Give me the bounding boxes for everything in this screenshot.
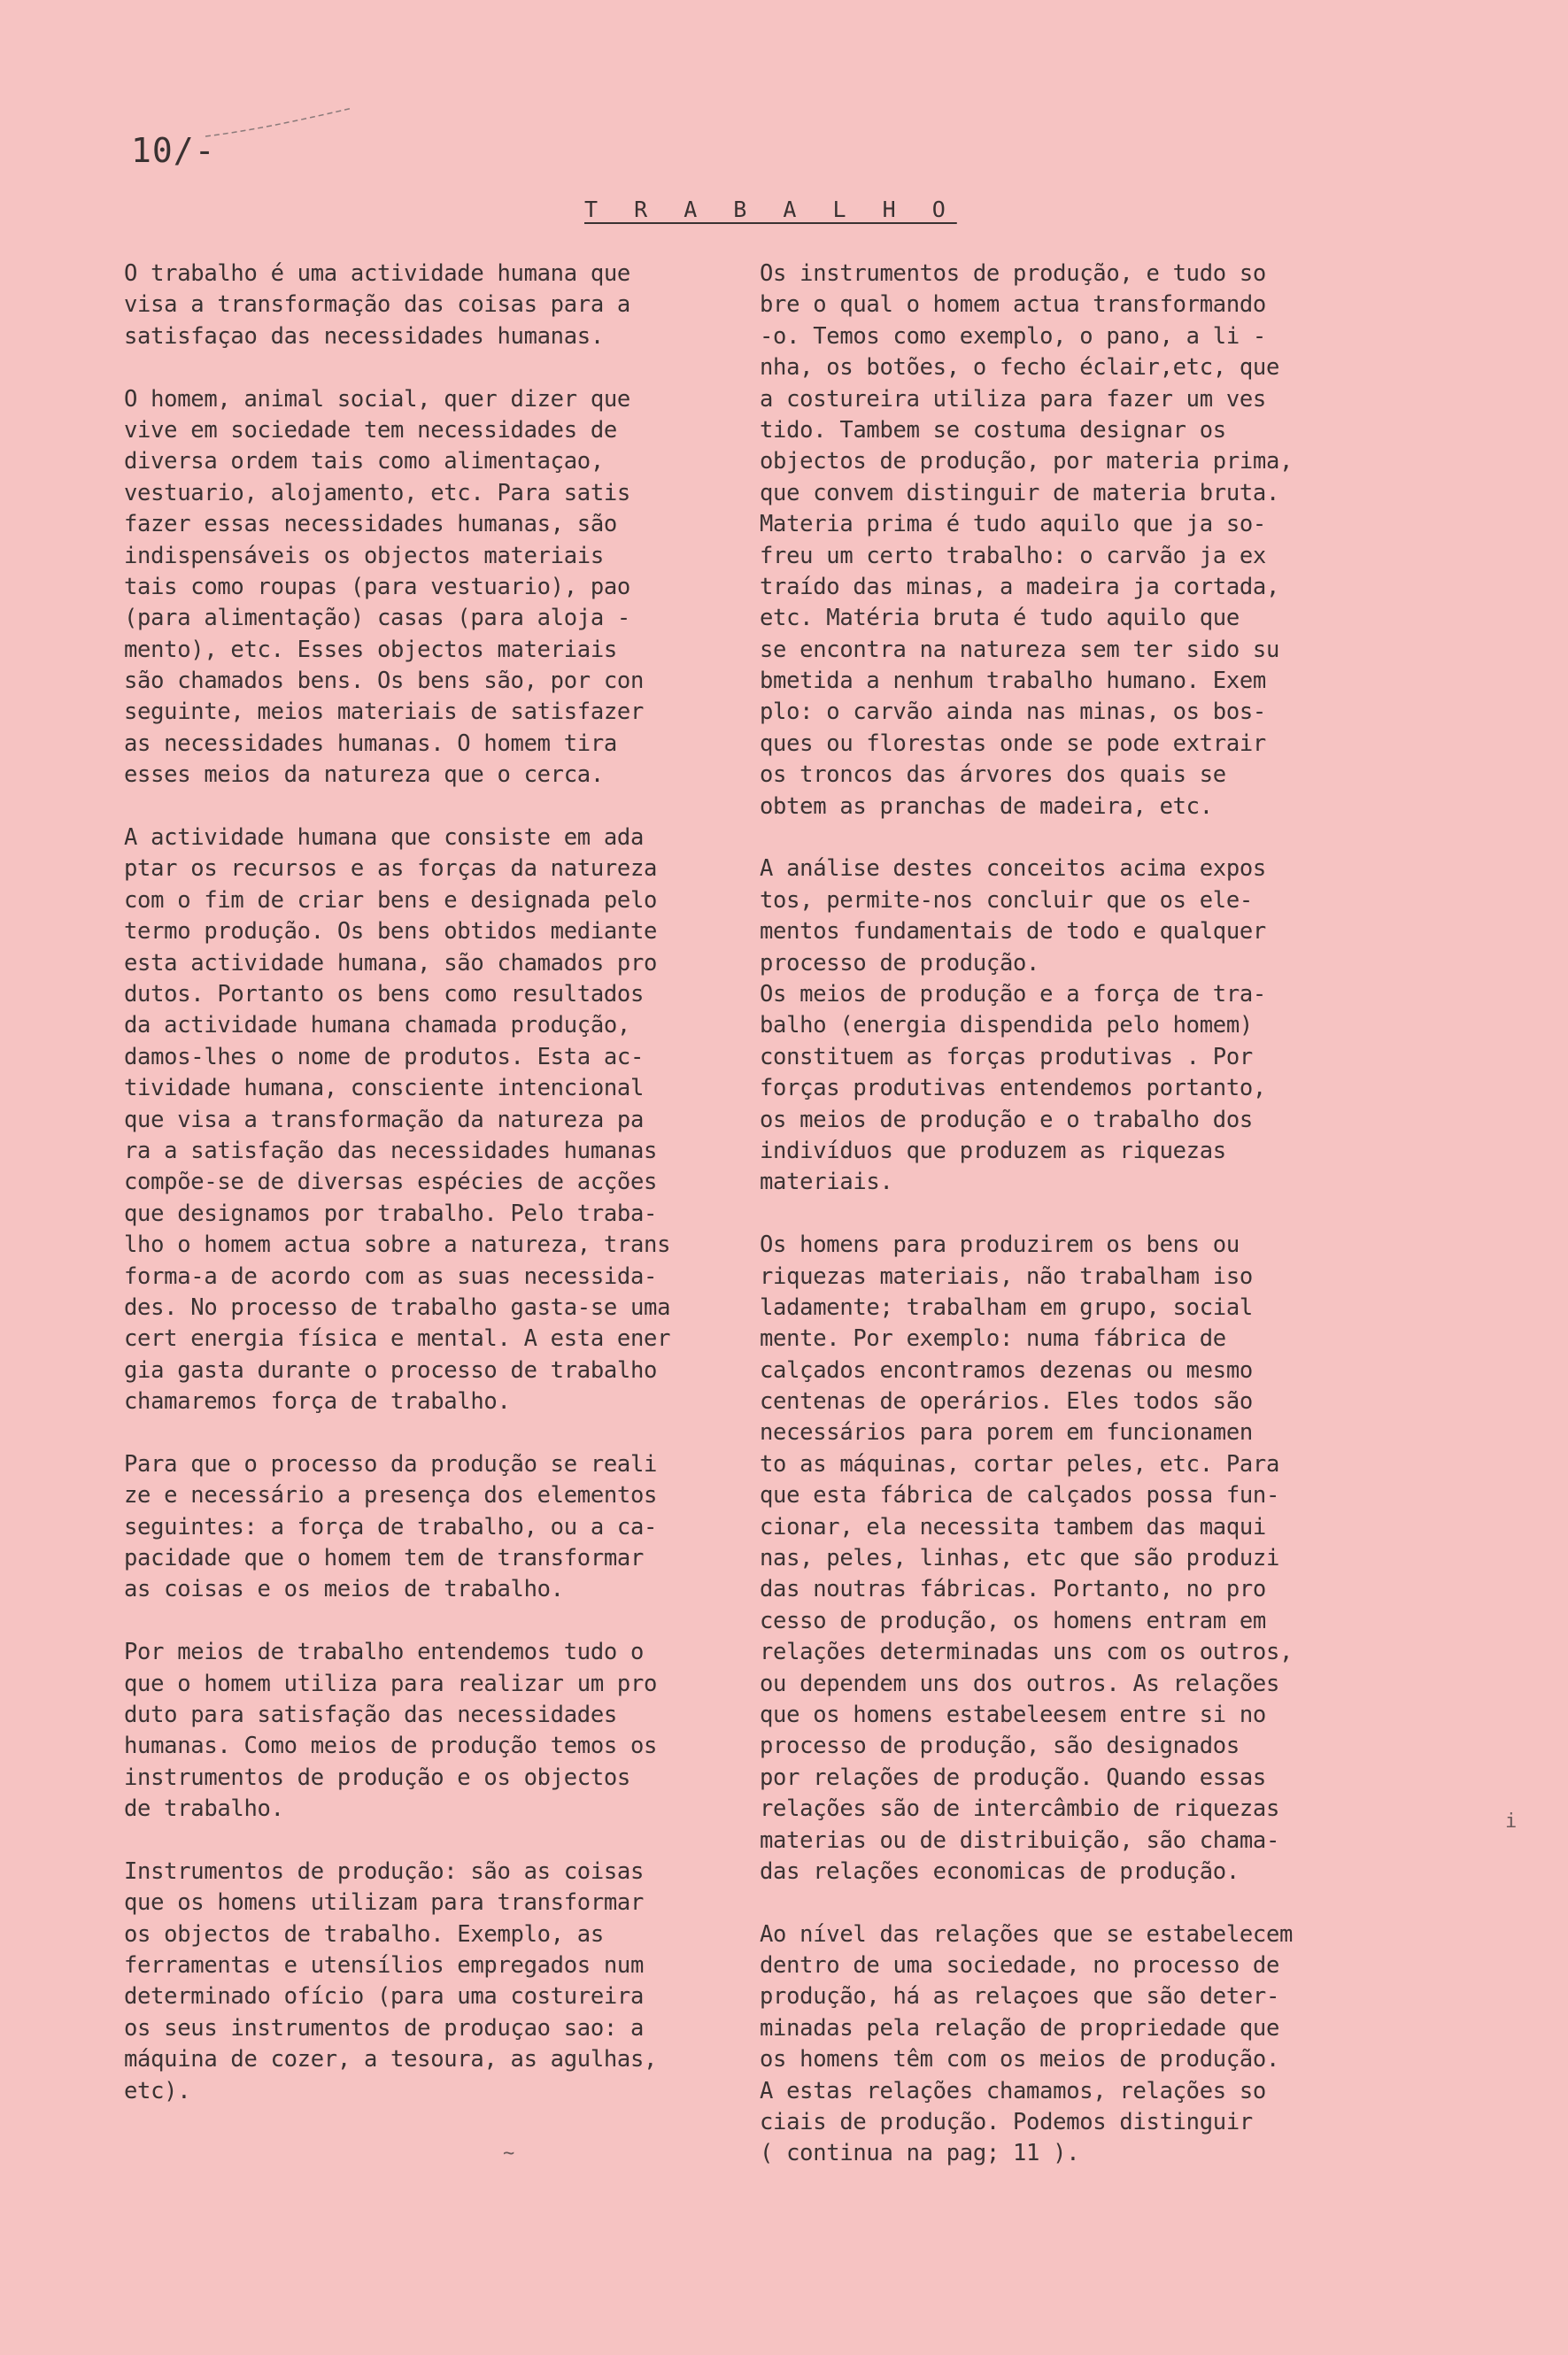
paragraph (760, 259, 1379, 822)
text-line: os seus instrumentos de produçao sao: a (124, 2014, 645, 2042)
text-line: centenas de operários. Eles todos são (760, 1388, 1253, 1416)
paragraph (124, 1449, 744, 1606)
text-line: mentos fundamentais de todo e qualquer (760, 918, 1266, 946)
text-line: freu um certo trabalho: o carvão ja ex (760, 542, 1266, 569)
text-line: riquezas materiais, não trabalham iso (760, 1262, 1253, 1290)
text-line: forma-a de acordo com as suas necessida- (124, 1262, 658, 1290)
text-line: vestuario, alojamento, etc. Para satis (124, 479, 630, 506)
text-line: que esta fábrica de calçados possa fun- (760, 1482, 1280, 1510)
text-line: mente. Por exemplo: numa fábrica de (760, 1325, 1226, 1353)
text-line: minadas pela relação de propriedade que (760, 2014, 1280, 2042)
text-line: que o homem utiliza para realizar um pro (124, 1670, 658, 1697)
paragraph (760, 1919, 1379, 2170)
text-line: relações determinadas uns com os outros, (760, 1639, 1294, 1666)
text-line: seguintes: a força de trabalho, ou a ca- (124, 1513, 658, 1540)
text-line: pacidade que o homem tem de transformar (124, 1545, 645, 1572)
text-line: dutos. Portanto os bens como resultados (124, 980, 645, 1008)
text-line: Ao nível das relações que se estabelecem (760, 1920, 1294, 1948)
text-line: compõe-se de diversas espécies de acções (124, 1169, 658, 1196)
text-line: são chamados bens. Os bens são, por con (124, 668, 645, 695)
text-line: A análise destes conceitos acima expos (760, 855, 1266, 883)
text-line: por relações de produção. Quando essas (760, 1764, 1266, 1791)
text-line: cionar, ela necessita tambem das maqui (760, 1513, 1266, 1540)
text-line: des. No processo de trabalho gasta-se uma (124, 1293, 671, 1321)
text-line: tais como roupas (para vestuario), pao (124, 573, 630, 600)
text-line: ou dependem uns dos outros. As relações (760, 1670, 1280, 1697)
paragraph (124, 1637, 744, 1825)
paragraph (760, 1230, 1379, 1888)
text-line: constituem as forças produtivas . Por (760, 1043, 1253, 1070)
text-line: nas, peles, linhas, etc que são produzi (760, 1545, 1280, 1572)
text-line: A actividade humana que consiste em ada (124, 824, 645, 852)
text-line: duto para satisfação das necessidades (124, 1701, 617, 1728)
text-line: cert energia física e mental. A esta ener (124, 1325, 671, 1353)
text-line: ciais de produção. Podemos distinguir (760, 2109, 1253, 2136)
text-line: as necessidades humanas. O homem tira (124, 730, 617, 757)
left-column (124, 259, 744, 2138)
text-line: ptar os recursos e as forças da natureza (124, 855, 658, 883)
paragraph (124, 384, 744, 791)
text-line: que designamos por trabalho. Pelo traba- (124, 1200, 658, 1227)
text-line: com o fim de criar bens e designada pelo (124, 886, 658, 914)
text-line: ra a satisfação das necessidades humanas (124, 1137, 658, 1164)
text-line: Os homens para produzirem os bens ou (760, 1232, 1240, 1259)
text-line: obtem as pranchas de madeira, etc. (760, 792, 1213, 820)
text-line: bmetida a nenhum trabalho humano. Exem (760, 668, 1266, 695)
text-line: bre o qual o homem actua transformando (760, 291, 1266, 319)
text-line: que os homens utilizam para transformar (124, 1889, 645, 1917)
text-line: forças produtivas entendemos portanto, (760, 1075, 1266, 1102)
text-line: produção, há as relaçoes que são deter- (760, 1983, 1280, 2011)
text-line: damos-lhes o nome de produtos. Esta ac- (124, 1043, 645, 1070)
text-line: processo de produção, são designados (760, 1733, 1240, 1760)
text-line: seguinte, meios materiais de satisfazer (124, 699, 645, 726)
text-line: calçados encontramos dezenas ou mesmo (760, 1356, 1253, 1384)
text-line: termo produção. Os bens obtidos mediante (124, 918, 658, 946)
text-line: O trabalho é uma actividade humana que (124, 260, 630, 287)
text-line: Materia prima é tudo aquilo que ja so- (760, 511, 1266, 538)
text-line: da actividade humana chamada produção, (124, 1012, 630, 1039)
paragraph (760, 853, 1379, 1198)
text-line: necessários para porem em funcionamen (760, 1419, 1253, 1447)
text-line: A estas relações chamamos, relações so (760, 2077, 1266, 2104)
text-line: de trabalho. (124, 1795, 284, 1823)
text-line: gia gasta durante o processo de trabalho (124, 1356, 658, 1384)
text-line: satisfaçao das necessidades humanas. (124, 322, 604, 350)
text-line: to as máquinas, cortar peles, etc. Para (760, 1450, 1280, 1478)
text-line: esta actividade humana, são chamados pro (124, 949, 658, 977)
text-line: -o. Temos como exemplo, o pano, a li - (760, 322, 1266, 350)
text-line: que convem distinguir de materia bruta. (760, 479, 1280, 506)
paragraph (124, 259, 744, 352)
text-line: ques ou florestas onde se pode extrair (760, 730, 1266, 757)
text-line: materiais. (760, 1169, 893, 1196)
text-line: etc. Matéria bruta é tudo aquilo que (760, 605, 1240, 632)
text-line: materias ou de distribuição, são chama- (760, 1826, 1280, 1854)
text-line: chamaremos força de trabalho. (124, 1388, 511, 1416)
text-line: os homens têm com os meios de produção. (760, 2046, 1280, 2073)
text-line: Para que o processo da produção se reali (124, 1450, 658, 1478)
page-title: T R A B A L H O (584, 197, 957, 222)
text-line: tos, permite-nos concluir que os ele- (760, 886, 1253, 914)
text-line: instrumentos de produção e os objectos (124, 1764, 630, 1791)
text-line: lho o homem actua sobre a natureza, trans (124, 1232, 671, 1259)
text-line: Instrumentos de produção: são as coisas (124, 1857, 645, 1885)
text-line: tido. Tambem se costuma designar os (760, 416, 1226, 444)
margin-mark: i (1505, 1811, 1518, 1833)
text-line: traído das minas, a madeira ja cortada, (760, 573, 1280, 600)
text-line: ferramentas e utensílios empregados num (124, 1952, 645, 1980)
text-line: Por meios de trabalho entendemos tudo o (124, 1639, 645, 1666)
text-line: processo de produção. (760, 949, 1040, 977)
text-line: nha, os botões, o fecho éclair,etc, que (760, 354, 1280, 382)
text-line: fazer essas necessidades humanas, são (124, 511, 617, 538)
text-line: os objectos de trabalho. Exemplo, as (124, 1920, 604, 1948)
text-line: tividade humana, consciente intencional (124, 1075, 645, 1102)
text-line: indispensáveis os objectos materiais (124, 542, 604, 569)
text-line: vive em sociedade tem necessidades de (124, 416, 617, 444)
paragraph (124, 822, 744, 1417)
text-line: as coisas e os meios de trabalho. (124, 1576, 564, 1603)
text-line: diversa ordem tais como alimentaçao, (124, 448, 604, 475)
text-line: humanas. Como meios de produção temos os (124, 1733, 658, 1760)
text-line: dentro de uma sociedade, no processo de (760, 1952, 1280, 1980)
text-line: que os homens estabeleesem entre si no (760, 1701, 1266, 1728)
text-line: determinado ofício (para uma costureira (124, 1983, 645, 2011)
text-line: etc). (124, 2077, 191, 2104)
text-line: objectos de produção, por materia prima, (760, 448, 1294, 475)
text-line: das noutras fábricas. Portanto, no pro (760, 1576, 1266, 1603)
text-line: relações são de intercâmbio de riquezas (760, 1795, 1280, 1823)
text-line: a costureira utiliza para fazer um ves (760, 385, 1266, 413)
text-line: (para alimentação) casas (para aloja - (124, 605, 630, 632)
right-column (760, 259, 1379, 2201)
text-line: das relações economicas de produção. (760, 1857, 1240, 1885)
text-line: os troncos das árvores dos quais se (760, 761, 1226, 789)
text-line: balho (energia dispendida pelo homem) (760, 1012, 1253, 1039)
text-line: Os instrumentos de produção, e tudo so (760, 260, 1266, 287)
text-line: visa a transformação das coisas para a (124, 291, 630, 319)
text-line: ze e necessário a presença dos elementos (124, 1482, 658, 1510)
text-line: indivíduos que produzem as riquezas (760, 1137, 1226, 1164)
text-line: ( continua na pag; 11 ). (760, 2140, 1080, 2167)
text-line: mento), etc. Esses objectos materiais (124, 636, 617, 663)
text-line: Os meios de produção e a força de tra- (760, 980, 1266, 1008)
paragraph (124, 1857, 744, 2107)
text-line: esses meios da natureza que o cerca. (124, 761, 604, 789)
text-line: que visa a transformação da natureza pa (124, 1106, 645, 1133)
text-line: se encontra na natureza sem ter sido su (760, 636, 1280, 663)
pen-stroke-mark (204, 104, 354, 140)
text-line: plo: o carvão ainda nas minas, os bos- (760, 699, 1266, 726)
text-line: máquina de cozer, a tesoura, as agulhas, (124, 2046, 658, 2073)
page-number: 10/- (131, 131, 216, 170)
text-line: os meios de produção e o trabalho dos (760, 1106, 1253, 1133)
text-line: cesso de produção, os homens entram em (760, 1607, 1266, 1634)
text-line: ladamente; trabalham em grupo, social (760, 1293, 1253, 1321)
text-line: O homem, animal social, quer dizer que (124, 385, 630, 413)
margin-mark: ~ (503, 2143, 515, 2165)
